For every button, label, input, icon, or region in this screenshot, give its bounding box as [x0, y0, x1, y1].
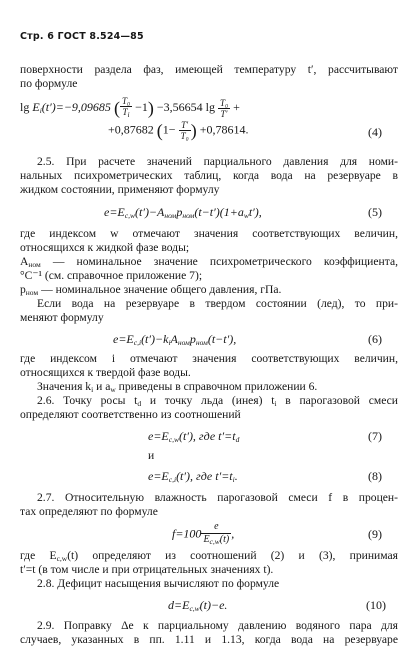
equation-number: (4): [368, 125, 382, 139]
text-line: жидком состоянии, применяют формулу: [20, 183, 220, 196]
equation-8: $e=E_{c,i}(t')$, где $t'=t_i$.: [148, 469, 238, 484]
equation-4-line-2: [108, 120, 248, 141]
equation-10: $d=E_{c,w}(t)-e$.: [168, 598, 228, 613]
text-line: t′=t (в том числе и при отрицательных значениях t).: [20, 563, 274, 576]
text-line: Значения $k_i$ и $a_w$ приведены в справочном приложении 6.: [37, 380, 318, 394]
paren-close: ): [190, 120, 197, 141]
text-line: тах определяют по формуле: [20, 505, 158, 518]
eq4-line2c: +0,78614.: [199, 122, 249, 137]
text-line: $A_{ном}$ — номинальное значение психрометрического коэффициента,: [20, 255, 398, 269]
text-line: случаев, указанных в пп. 1.11 и 1.13, когда вода на резервуаре: [20, 633, 398, 646]
equation-5: $e=E_{c,w}(t')-A_{ном}p_{ном}(t-t')(1+a_wt')$,: [104, 205, 262, 220]
equation-6: $e=E_{c,i}(t')-k_iA_{ном}p_{ном}(t-t')$,: [113, 332, 237, 347]
fraction-num: T₀: [219, 97, 229, 108]
eq4-E: E: [32, 99, 40, 114]
eq4-plus: +: [233, 99, 240, 114]
fraction: [201, 521, 231, 548]
fraction: [218, 98, 230, 119]
fraction-den: $T_i$: [122, 107, 130, 119]
text-line: где индексом w отмечают значения соответствующих величин,: [20, 227, 398, 240]
text-line: где $E_{c,w}(t)$ определяют из соотношений (2) и (3), принимая: [20, 549, 398, 563]
fraction-den: T₀: [180, 131, 189, 141]
fraction-den: $E_{c,w}(t)$: [203, 534, 230, 546]
equation-number: (10): [366, 598, 386, 612]
text-line: где индексом i отмечают значения соответствующих величин,: [20, 352, 398, 365]
text-line: 2.8. Дефицит насыщения вычисляют по формуле: [37, 577, 280, 590]
text-line: 2.5. При расчете значений парциального давления для номи-: [37, 155, 398, 168]
eq9-end: ,: [231, 526, 235, 541]
text-line: $p_{ном}$ — номинальное значение общего давления, гПа.: [20, 283, 282, 297]
fraction-num: T₀: [121, 96, 131, 106]
fraction-num: e: [201, 521, 231, 534]
eq4-lg: lg: [20, 99, 30, 114]
text-line: определяют соответственно из соотношений: [20, 408, 241, 421]
paren-open: (: [156, 120, 163, 141]
text-line: Если вода на резервуаре в твердом состоянии (лед), то при-: [37, 297, 398, 310]
text-line: °С⁻¹ (см. справочное приложение 7);: [20, 269, 203, 282]
eq9-lhs: f=100: [172, 526, 202, 541]
eq4-line2b: 1−: [162, 122, 176, 137]
fraction: [179, 120, 191, 141]
connector-and: и: [148, 449, 155, 462]
equation-7: $e=E_{c,w}(t')$, где $t'=t_d$: [148, 429, 240, 444]
paren-open: (: [113, 98, 120, 118]
text-line: поверхности раздела фаз, имеющей температуру t′, рассчитывают: [20, 63, 398, 76]
text-line: относящихся к твердой фазе воды.: [20, 366, 191, 379]
text-line: нальных психрометрических таблиц, когда вода на резервуаре в: [20, 169, 398, 182]
equation-number: (6): [368, 332, 382, 346]
text-line: по формуле: [20, 77, 78, 90]
fraction-num: T′: [179, 120, 191, 131]
eq4-m1: −1: [135, 99, 148, 114]
equation-number: (9): [368, 527, 382, 541]
equation-4-line-1: [20, 96, 240, 120]
text-line: 2.9. Поправку Δe к парциальному давлению водяного пара для: [37, 619, 398, 632]
page-header: Стр. 6 ГОСТ 8.524—85: [20, 31, 144, 42]
text-line: 2.7. Относительную влажность парогазовой смеси f в процен-: [37, 491, 398, 504]
equation-number: (7): [368, 429, 382, 443]
fraction: [120, 96, 132, 120]
equation-number: (8): [368, 469, 382, 483]
eq4-m2: −3,56654 lg: [156, 99, 215, 114]
text-line: относящихся к жидкой фазе воды;: [20, 241, 190, 254]
paren-close: ): [147, 98, 154, 118]
equation-9: [172, 521, 234, 548]
text-line: меняют формулу: [20, 311, 104, 324]
equation-number: (5): [368, 205, 382, 219]
text-line: 2.6. Точку росы $t_d$ и точку льда (инея) $t_i$ в парогазовой смеси: [37, 394, 398, 408]
eq4-arg: (t′)=−9,09685: [41, 99, 111, 114]
fraction-den: T′: [220, 108, 228, 119]
eq4-line2a: +0,87682: [108, 122, 154, 137]
eq4-sub: i: [39, 105, 42, 115]
